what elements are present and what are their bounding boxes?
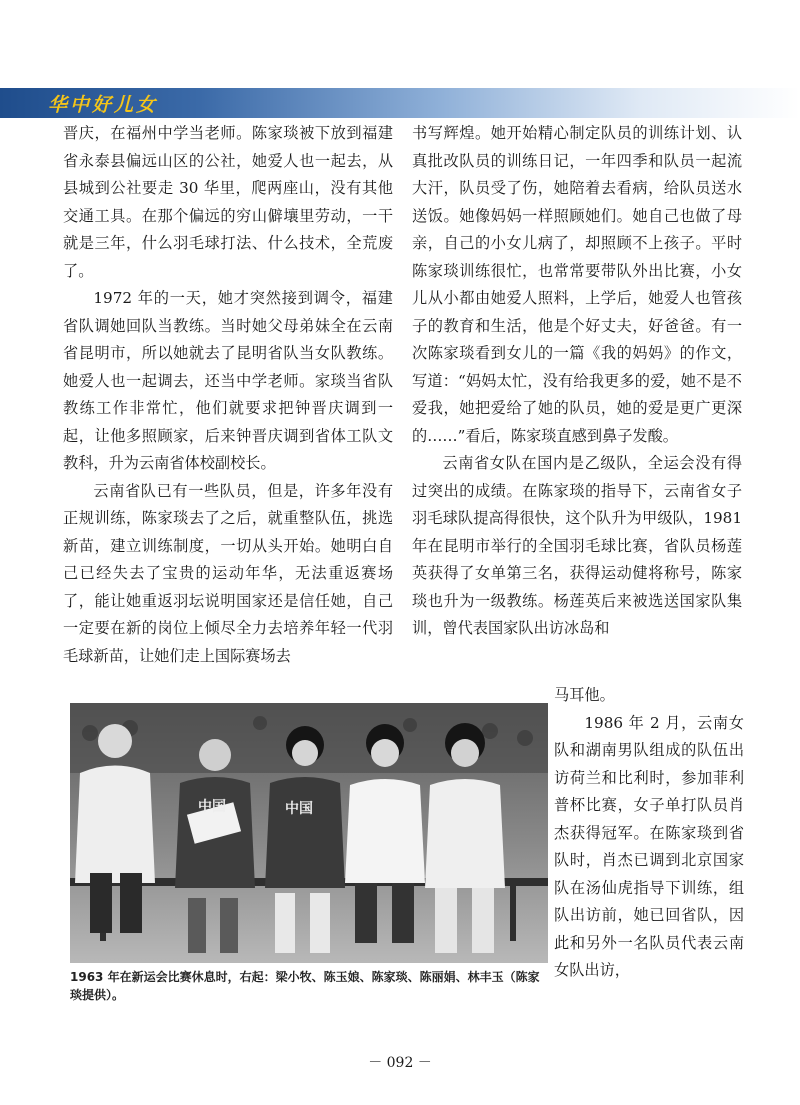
- jersey-text: 中国: [198, 799, 226, 815]
- jersey-text: 中国: [285, 801, 313, 817]
- paragraph: 云南省队已有一些队员，但是，许多年没有正规训练，陈家琰去了之后，就重整队伍，挑选新苗，建立训练制度，一切从头开始。她明白自己已经失去了宝贵的运动年华，无法重返赛场了，能让她重返羽坛说明国家还是信任她，自己一定要在新的岗位上倾尽全力去培养年轻一代羽毛球新苗，让她们走上国际赛场去: [63, 481, 393, 665]
- paragraph: 1986 年 2 月，云南女队和湖南男队组成的队伍出访荷兰和比利时，参加菲利普杯比赛，女子单打队员肖杰获得冠军。在陈家琰到省队时，肖杰已调到北京国家队在汤仙虎指导下训练，组队出访前，她已回省队，因此和另外一名队员代表云南女队出访，: [554, 713, 744, 979]
- photo-illustration: [70, 703, 548, 963]
- team-photo: [70, 703, 548, 963]
- right-column: [412, 120, 742, 643]
- paragraph: 书写辉煌。她开始精心制定队员的训练计划、认真批改队员的训练日记，一年四季和队员一起流大汗，队员受了伤，她陪着去看病，给队员送水送饭。她像妈妈一样照顾她们。她自己也做了母亲，自己的小女儿病了，却照顾不上孩子。平时陈家琰训练很忙，也常常要带队外出比赛，小女儿从小都由她爱人照料，上学后，她爱人也管孩子的教育和生活，他是个好丈夫，好爸爸。有一次陈家琰看到女儿的一篇《我的妈妈》的作文，写道：“妈妈太忙，没有给我更多的爱，她不是不爱我，她把爱给了她的队员，她的爱是更广更深的……”看后，陈家琰直感到鼻子发酸。: [412, 124, 742, 445]
- header-band: [0, 88, 800, 118]
- running-header-title: 华中好儿女: [48, 94, 159, 116]
- paragraph: 1972 年的一天，她才突然接到调令，福建省队调她回队当教练。当时她父母弟妹全在云南省昆明市，所以她就去了昆明省队当女队教练。她爱人也一起调去，还当中学老师。家琰当省队教练工作非常忙，他们就要求把钟晋庆调到一起，让他多照顾家，后来钟晋庆调到省体工队文教科，升为云南省体校副校长。: [63, 289, 393, 472]
- paragraph: 马耳他。: [554, 686, 615, 704]
- paragraph: 云南省女队在国内是乙级队，全运会没有得过突出的成绩。在陈家琰的指导下，云南省女子羽毛球队提高得很快，这个队升为甲级队，1981 年在昆明市举行的全国羽毛球比赛，省队员杨莲英获得了女单第三名，获得运动健将称号，陈家琰也升为一级教练。杨莲英后来被选送国家队集训，曾代表国家队出访冰岛和: [412, 454, 742, 637]
- photo-caption: 1963 年在新运会比赛休息时，右起：梁小牧、陈玉娘、陈家琰、陈丽娟、林丰玉（陈家琰提供）。: [70, 970, 540, 1002]
- paragraph: 晋庆，在福州中学当老师。陈家琰被下放到福建省永泰县偏远山区的公社，她爱人也一起去，从县城到公社要走 30 华里，爬两座山，没有其他交通工具。在那个偏远的穷山僻壤里劳动，一干就是三年，什么羽毛球打法、什么技术，全荒废了。: [63, 124, 393, 280]
- right-column-narrow: [554, 682, 744, 985]
- page-number: － 092 －: [368, 1055, 432, 1071]
- left-column: [63, 120, 393, 670]
